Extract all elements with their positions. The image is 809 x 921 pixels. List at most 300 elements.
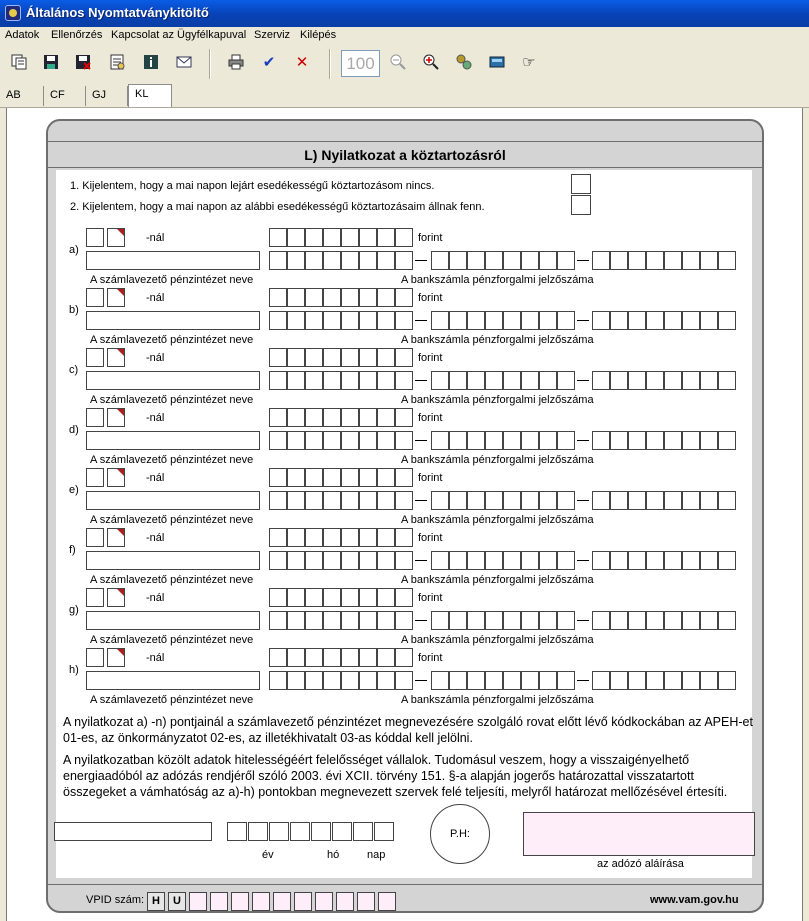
account-digit-box[interactable]	[521, 491, 539, 510]
account-digit-box[interactable]	[592, 371, 610, 390]
statement-1-checkbox[interactable]	[571, 174, 591, 194]
account-digit-box[interactable]	[377, 611, 395, 630]
account-digit-box[interactable]	[700, 431, 718, 450]
account-digit-box[interactable]	[700, 311, 718, 330]
amount-digit-box[interactable]	[269, 588, 287, 607]
account-digit-box[interactable]	[718, 311, 736, 330]
account-digit-box[interactable]	[485, 311, 503, 330]
account-digit-box[interactable]	[377, 251, 395, 270]
account-digit-box[interactable]	[431, 491, 449, 510]
account-digit-box[interactable]	[449, 671, 467, 690]
account-digit-box[interactable]	[305, 251, 323, 270]
account-digit-box[interactable]	[557, 311, 575, 330]
signature-field[interactable]	[523, 812, 755, 856]
authority-code-box-2[interactable]	[107, 588, 125, 607]
account-digit-box[interactable]	[503, 371, 521, 390]
account-digit-box[interactable]	[269, 611, 287, 630]
account-digit-box[interactable]	[395, 311, 413, 330]
calculator-icon[interactable]	[486, 51, 508, 73]
account-digit-box[interactable]	[592, 491, 610, 510]
account-digit-box[interactable]	[718, 551, 736, 570]
amount-digit-box[interactable]	[341, 288, 359, 307]
date-digit-box[interactable]	[353, 822, 373, 841]
account-digit-box[interactable]	[485, 251, 503, 270]
account-digit-box[interactable]	[718, 491, 736, 510]
account-digit-box[interactable]	[557, 551, 575, 570]
account-digit-box[interactable]	[664, 251, 682, 270]
account-digit-box[interactable]	[664, 611, 682, 630]
account-digit-box[interactable]	[323, 611, 341, 630]
account-digit-box[interactable]	[682, 371, 700, 390]
account-digit-box[interactable]	[557, 671, 575, 690]
vpid-digit-box[interactable]	[294, 892, 312, 911]
amount-digit-box[interactable]	[377, 648, 395, 667]
amount-digit-box[interactable]	[269, 408, 287, 427]
amount-digit-box[interactable]	[269, 348, 287, 367]
account-digit-box[interactable]	[485, 491, 503, 510]
account-digit-box[interactable]	[628, 371, 646, 390]
account-digit-box[interactable]	[664, 491, 682, 510]
account-digit-box[interactable]	[610, 491, 628, 510]
account-digit-box[interactable]	[503, 491, 521, 510]
account-digit-box[interactable]	[431, 311, 449, 330]
account-digit-box[interactable]	[305, 671, 323, 690]
amount-digit-box[interactable]	[269, 528, 287, 547]
account-digit-box[interactable]	[539, 551, 557, 570]
account-digit-box[interactable]	[449, 311, 467, 330]
account-digit-box[interactable]	[431, 671, 449, 690]
account-digit-box[interactable]	[503, 671, 521, 690]
amount-digit-box[interactable]	[323, 648, 341, 667]
account-digit-box[interactable]	[592, 551, 610, 570]
account-digit-box[interactable]	[521, 611, 539, 630]
zoom-out-icon[interactable]	[387, 51, 409, 73]
amount-digit-box[interactable]	[305, 528, 323, 547]
account-digit-box[interactable]	[646, 551, 664, 570]
bank-name-field[interactable]	[86, 491, 260, 510]
authority-code-box-1[interactable]	[86, 348, 104, 367]
account-digit-box[interactable]	[700, 371, 718, 390]
account-digit-box[interactable]	[341, 611, 359, 630]
amount-digit-box[interactable]	[287, 288, 305, 307]
bank-name-field[interactable]	[86, 671, 260, 690]
account-digit-box[interactable]	[539, 491, 557, 510]
authority-code-box-2[interactable]	[107, 228, 125, 247]
amount-digit-box[interactable]	[269, 648, 287, 667]
account-digit-box[interactable]	[305, 311, 323, 330]
account-digit-box[interactable]	[700, 611, 718, 630]
menu-ellenorzes[interactable]: Ellenőrzés	[51, 29, 103, 41]
amount-digit-box[interactable]	[341, 648, 359, 667]
account-digit-box[interactable]	[718, 371, 736, 390]
vpid-digit-box[interactable]	[189, 892, 207, 911]
account-digit-box[interactable]	[377, 371, 395, 390]
account-digit-box[interactable]	[359, 491, 377, 510]
settings-icon[interactable]	[453, 51, 475, 73]
account-digit-box[interactable]	[485, 551, 503, 570]
account-digit-box[interactable]	[539, 311, 557, 330]
account-digit-box[interactable]	[359, 311, 377, 330]
account-digit-box[interactable]	[539, 431, 557, 450]
amount-digit-box[interactable]	[359, 288, 377, 307]
account-digit-box[interactable]	[682, 251, 700, 270]
account-digit-box[interactable]	[359, 251, 377, 270]
account-digit-box[interactable]	[449, 251, 467, 270]
account-digit-box[interactable]	[449, 431, 467, 450]
print-icon[interactable]	[225, 51, 247, 73]
menu-szerviz[interactable]: Szerviz	[254, 29, 291, 41]
amount-digit-box[interactable]	[395, 528, 413, 547]
account-digit-box[interactable]	[269, 671, 287, 690]
authority-code-box-2[interactable]	[107, 648, 125, 667]
check-icon[interactable]: ✔	[262, 53, 276, 71]
amount-digit-box[interactable]	[305, 408, 323, 427]
account-digit-box[interactable]	[467, 551, 485, 570]
account-digit-box[interactable]	[503, 251, 521, 270]
account-digit-box[interactable]	[377, 431, 395, 450]
vpid-digit-box[interactable]	[315, 892, 333, 911]
account-digit-box[interactable]	[592, 611, 610, 630]
account-digit-box[interactable]	[521, 311, 539, 330]
account-digit-box[interactable]	[718, 671, 736, 690]
account-digit-box[interactable]	[431, 431, 449, 450]
account-digit-box[interactable]	[341, 371, 359, 390]
account-digit-box[interactable]	[305, 371, 323, 390]
account-digit-box[interactable]	[557, 491, 575, 510]
account-digit-box[interactable]	[592, 311, 610, 330]
amount-digit-box[interactable]	[395, 408, 413, 427]
account-digit-box[interactable]	[269, 491, 287, 510]
account-digit-box[interactable]	[557, 371, 575, 390]
amount-digit-box[interactable]	[269, 228, 287, 247]
amount-digit-box[interactable]	[359, 408, 377, 427]
bank-name-field[interactable]	[86, 611, 260, 630]
authority-code-box-1[interactable]	[86, 228, 104, 247]
account-digit-box[interactable]	[377, 671, 395, 690]
account-digit-box[interactable]	[449, 551, 467, 570]
amount-digit-box[interactable]	[377, 348, 395, 367]
date-digit-box[interactable]	[374, 822, 394, 841]
statement-2-checkbox[interactable]	[571, 195, 591, 215]
account-digit-box[interactable]	[449, 611, 467, 630]
authority-code-box-1[interactable]	[86, 648, 104, 667]
account-digit-box[interactable]	[395, 491, 413, 510]
account-digit-box[interactable]	[664, 431, 682, 450]
vpid-digit-box[interactable]	[357, 892, 375, 911]
amount-digit-box[interactable]	[323, 528, 341, 547]
menu-kilepes[interactable]: Kilépés	[300, 29, 337, 41]
amount-digit-box[interactable]	[341, 348, 359, 367]
menu-adatok[interactable]: Adatok	[5, 29, 40, 41]
account-digit-box[interactable]	[521, 551, 539, 570]
amount-digit-box[interactable]	[377, 228, 395, 247]
account-digit-box[interactable]	[682, 551, 700, 570]
account-digit-box[interactable]	[431, 611, 449, 630]
account-digit-box[interactable]	[305, 491, 323, 510]
account-digit-box[interactable]	[431, 551, 449, 570]
account-digit-box[interactable]	[269, 551, 287, 570]
account-digit-box[interactable]	[539, 371, 557, 390]
amount-digit-box[interactable]	[395, 228, 413, 247]
account-digit-box[interactable]	[682, 311, 700, 330]
account-digit-box[interactable]	[395, 431, 413, 450]
account-digit-box[interactable]	[700, 491, 718, 510]
account-digit-box[interactable]	[449, 371, 467, 390]
account-digit-box[interactable]	[341, 491, 359, 510]
amount-digit-box[interactable]	[359, 348, 377, 367]
authority-code-box-2[interactable]	[107, 348, 125, 367]
account-digit-box[interactable]	[718, 431, 736, 450]
account-digit-box[interactable]	[323, 371, 341, 390]
amount-digit-box[interactable]	[341, 468, 359, 487]
account-digit-box[interactable]	[700, 251, 718, 270]
account-digit-box[interactable]	[610, 371, 628, 390]
account-digit-box[interactable]	[610, 431, 628, 450]
account-digit-box[interactable]	[395, 671, 413, 690]
account-digit-box[interactable]	[323, 671, 341, 690]
account-digit-box[interactable]	[682, 431, 700, 450]
amount-digit-box[interactable]	[287, 588, 305, 607]
account-digit-box[interactable]	[467, 611, 485, 630]
account-digit-box[interactable]	[359, 671, 377, 690]
account-digit-box[interactable]	[287, 611, 305, 630]
amount-digit-box[interactable]	[287, 528, 305, 547]
account-digit-box[interactable]	[377, 491, 395, 510]
account-digit-box[interactable]	[646, 431, 664, 450]
pointer-icon[interactable]: ☞	[522, 53, 536, 71]
account-digit-box[interactable]	[467, 371, 485, 390]
date-digit-box[interactable]	[269, 822, 289, 841]
bank-name-field[interactable]	[86, 251, 260, 270]
amount-digit-box[interactable]	[359, 528, 377, 547]
amount-digit-box[interactable]	[341, 528, 359, 547]
amount-digit-box[interactable]	[395, 348, 413, 367]
account-digit-box[interactable]	[341, 551, 359, 570]
account-digit-box[interactable]	[467, 431, 485, 450]
account-digit-box[interactable]	[521, 371, 539, 390]
tab-kl[interactable]: KL	[128, 84, 172, 107]
amount-digit-box[interactable]	[287, 648, 305, 667]
amount-digit-box[interactable]	[377, 588, 395, 607]
account-digit-box[interactable]	[341, 311, 359, 330]
account-digit-box[interactable]	[359, 371, 377, 390]
amount-digit-box[interactable]	[323, 468, 341, 487]
account-digit-box[interactable]	[557, 431, 575, 450]
account-digit-box[interactable]	[628, 611, 646, 630]
authority-code-box-2[interactable]	[107, 288, 125, 307]
amount-digit-box[interactable]	[395, 468, 413, 487]
account-digit-box[interactable]	[305, 431, 323, 450]
account-digit-box[interactable]	[539, 671, 557, 690]
account-digit-box[interactable]	[287, 671, 305, 690]
account-digit-box[interactable]	[610, 551, 628, 570]
zoom-input[interactable]: 100	[341, 50, 380, 77]
account-digit-box[interactable]	[287, 491, 305, 510]
account-digit-box[interactable]	[592, 671, 610, 690]
date-digit-box[interactable]	[227, 822, 247, 841]
account-digit-box[interactable]	[610, 251, 628, 270]
account-digit-box[interactable]	[700, 671, 718, 690]
account-digit-box[interactable]	[503, 551, 521, 570]
account-digit-box[interactable]	[628, 551, 646, 570]
account-digit-box[interactable]	[646, 371, 664, 390]
tab-cf[interactable]: CF	[44, 86, 86, 106]
amount-digit-box[interactable]	[287, 228, 305, 247]
account-digit-box[interactable]	[610, 611, 628, 630]
amount-digit-box[interactable]	[269, 288, 287, 307]
authority-code-box-1[interactable]	[86, 408, 104, 427]
amount-digit-box[interactable]	[323, 228, 341, 247]
amount-digit-box[interactable]	[395, 588, 413, 607]
account-digit-box[interactable]	[503, 611, 521, 630]
amount-digit-box[interactable]	[287, 468, 305, 487]
account-digit-box[interactable]	[592, 251, 610, 270]
account-digit-box[interactable]	[521, 431, 539, 450]
account-digit-box[interactable]	[610, 671, 628, 690]
authority-code-box-1[interactable]	[86, 588, 104, 607]
account-digit-box[interactable]	[628, 491, 646, 510]
account-digit-box[interactable]	[341, 671, 359, 690]
account-digit-box[interactable]	[269, 251, 287, 270]
amount-digit-box[interactable]	[305, 648, 323, 667]
amount-digit-box[interactable]	[395, 288, 413, 307]
authority-code-box-1[interactable]	[86, 528, 104, 547]
account-digit-box[interactable]	[467, 491, 485, 510]
amount-digit-box[interactable]	[341, 408, 359, 427]
account-digit-box[interactable]	[359, 551, 377, 570]
account-digit-box[interactable]	[521, 671, 539, 690]
bank-name-field[interactable]	[86, 311, 260, 330]
amount-digit-box[interactable]	[341, 228, 359, 247]
authority-code-box-1[interactable]	[86, 288, 104, 307]
account-digit-box[interactable]	[341, 431, 359, 450]
account-digit-box[interactable]	[646, 251, 664, 270]
amount-digit-box[interactable]	[377, 408, 395, 427]
info-icon[interactable]	[140, 51, 162, 73]
account-digit-box[interactable]	[287, 431, 305, 450]
account-digit-box[interactable]	[682, 611, 700, 630]
account-digit-box[interactable]	[682, 671, 700, 690]
amount-digit-box[interactable]	[323, 588, 341, 607]
amount-digit-box[interactable]	[359, 228, 377, 247]
account-digit-box[interactable]	[628, 671, 646, 690]
account-digit-box[interactable]	[449, 491, 467, 510]
cross-icon[interactable]: ✕	[295, 53, 309, 71]
account-digit-box[interactable]	[503, 311, 521, 330]
account-digit-box[interactable]	[323, 551, 341, 570]
account-digit-box[interactable]	[395, 371, 413, 390]
bank-name-field[interactable]	[86, 431, 260, 450]
account-digit-box[interactable]	[287, 371, 305, 390]
amount-digit-box[interactable]	[287, 408, 305, 427]
account-digit-box[interactable]	[359, 611, 377, 630]
account-digit-box[interactable]	[305, 611, 323, 630]
account-digit-box[interactable]	[539, 611, 557, 630]
account-digit-box[interactable]	[269, 371, 287, 390]
date-digit-box[interactable]	[290, 822, 310, 841]
date-digit-box[interactable]	[332, 822, 352, 841]
account-digit-box[interactable]	[664, 551, 682, 570]
authority-code-box-1[interactable]	[86, 468, 104, 487]
amount-digit-box[interactable]	[395, 648, 413, 667]
account-digit-box[interactable]	[395, 611, 413, 630]
account-digit-box[interactable]	[287, 251, 305, 270]
account-digit-box[interactable]	[323, 431, 341, 450]
account-digit-box[interactable]	[557, 611, 575, 630]
account-digit-box[interactable]	[628, 431, 646, 450]
save-icon[interactable]	[40, 51, 62, 73]
date-digit-box[interactable]	[248, 822, 268, 841]
account-digit-box[interactable]	[646, 671, 664, 690]
bank-name-field[interactable]	[86, 371, 260, 390]
amount-digit-box[interactable]	[305, 348, 323, 367]
date-digit-box[interactable]	[311, 822, 331, 841]
amount-digit-box[interactable]	[377, 468, 395, 487]
account-digit-box[interactable]	[557, 251, 575, 270]
account-digit-box[interactable]	[467, 251, 485, 270]
copy-icon[interactable]	[8, 51, 30, 73]
vpid-digit-box[interactable]	[210, 892, 228, 911]
account-digit-box[interactable]	[539, 251, 557, 270]
account-digit-box[interactable]	[718, 251, 736, 270]
account-digit-box[interactable]	[431, 371, 449, 390]
account-digit-box[interactable]	[646, 311, 664, 330]
amount-digit-box[interactable]	[305, 468, 323, 487]
account-digit-box[interactable]	[305, 551, 323, 570]
account-digit-box[interactable]	[664, 311, 682, 330]
vpid-digit-box[interactable]	[252, 892, 270, 911]
vpid-digit-box[interactable]	[273, 892, 291, 911]
account-digit-box[interactable]	[323, 251, 341, 270]
amount-digit-box[interactable]	[359, 468, 377, 487]
account-digit-box[interactable]	[664, 671, 682, 690]
amount-digit-box[interactable]	[287, 348, 305, 367]
authority-code-box-2[interactable]	[107, 528, 125, 547]
account-digit-box[interactable]	[323, 311, 341, 330]
amount-digit-box[interactable]	[359, 588, 377, 607]
amount-digit-box[interactable]	[305, 288, 323, 307]
account-digit-box[interactable]	[521, 251, 539, 270]
account-digit-box[interactable]	[700, 551, 718, 570]
account-digit-box[interactable]	[359, 431, 377, 450]
account-digit-box[interactable]	[467, 671, 485, 690]
amount-digit-box[interactable]	[305, 588, 323, 607]
vpid-digit-box[interactable]	[336, 892, 354, 911]
account-digit-box[interactable]	[269, 311, 287, 330]
account-digit-box[interactable]	[269, 431, 287, 450]
authority-code-box-2[interactable]	[107, 408, 125, 427]
account-digit-box[interactable]	[287, 551, 305, 570]
bank-name-field[interactable]	[86, 551, 260, 570]
amount-digit-box[interactable]	[377, 528, 395, 547]
account-digit-box[interactable]	[610, 311, 628, 330]
account-digit-box[interactable]	[467, 311, 485, 330]
amount-digit-box[interactable]	[269, 468, 287, 487]
account-digit-box[interactable]	[628, 311, 646, 330]
authority-code-box-2[interactable]	[107, 468, 125, 487]
amount-digit-box[interactable]	[323, 288, 341, 307]
account-digit-box[interactable]	[485, 611, 503, 630]
vpid-digit-box[interactable]	[378, 892, 396, 911]
account-digit-box[interactable]	[485, 371, 503, 390]
checklist-icon[interactable]	[106, 51, 128, 73]
amount-digit-box[interactable]	[323, 408, 341, 427]
delete-save-icon[interactable]	[72, 51, 94, 73]
account-digit-box[interactable]	[377, 551, 395, 570]
amount-digit-box[interactable]	[377, 288, 395, 307]
place-field[interactable]	[54, 822, 212, 841]
account-digit-box[interactable]	[485, 671, 503, 690]
